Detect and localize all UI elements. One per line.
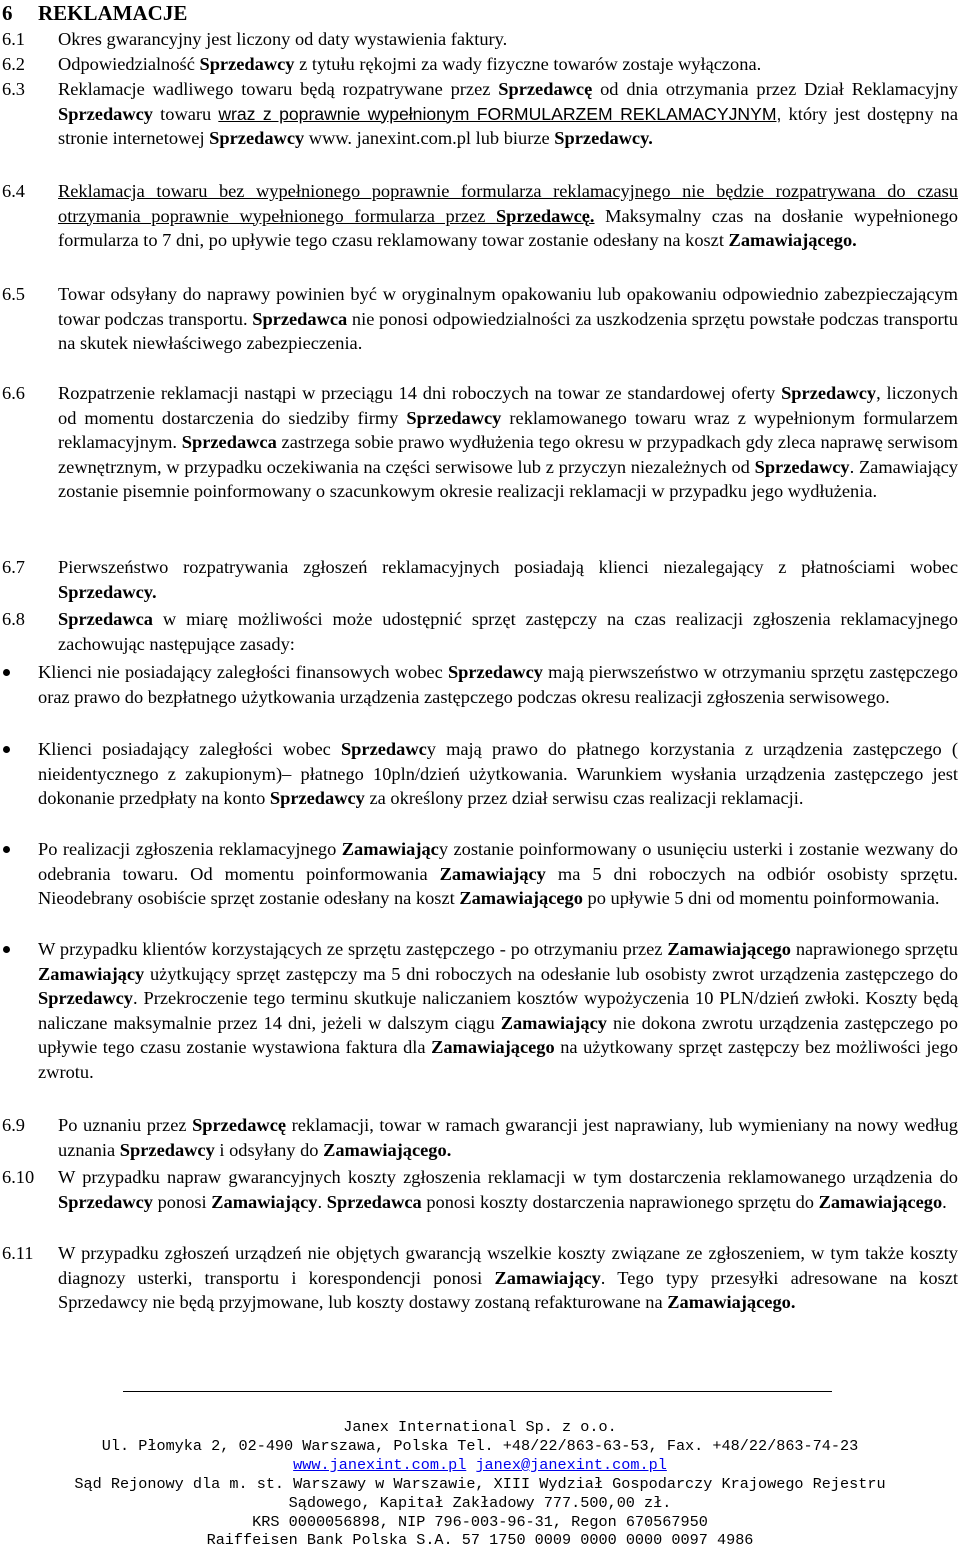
clause-number: 6.9 [2, 1115, 25, 1135]
list-item [0, 937, 958, 1085]
clause-text: W przypadku zgłoszeń urządzeń nie objętych gwarancją wszelkie koszty związane ze zgłoszeniem, w tym także koszty diagnozy usterki, transportu i korespondencji ponosi Zamawiający. Tego typy przesyłki adresowane na koszt Sprzedawcy nie będą przyjmowane, lub koszty dostawy zostaną refakturowane na Zamawiającego. [58, 1243, 959, 1313]
clause-number: 6.1 [2, 29, 25, 49]
clause-number: 6.2 [2, 54, 25, 74]
footer-registry: KRS 0000056898, NIP 796-003-96-31, Regon 670567950 [252, 1513, 708, 1531]
clause-number: 6.11 [2, 1243, 34, 1263]
clause-number: 6.8 [2, 609, 25, 629]
footer-bank: Raiffeisen Bank Polska S.A. 57 1750 0009 0000 0000 0097 4986 [206, 1531, 754, 1549]
clause-text: Reklamacje wadliwego towaru będą rozpatrywane przez Sprzedawcę od dnia otrzymania przez Dział Reklamacyjny Sprzedawcy towaru wraz z poprawnie wypełnionym FORMULARZEM REKLAMACYJNYM, który jest dostępny na stronie internetowej Sprzedawcy www. janexint.com.pl lub biurze Sprzedawcy. [58, 79, 958, 149]
clause-text: Pierwszeństwo rozpatrywania zgłoszeń reklamacyjnych posiadają klienci niezalegający z płatnościami wobec Sprzedawcy. [58, 557, 958, 602]
footer-company: Janex International Sp. z o.o. [343, 1418, 617, 1436]
section-heading [2, 0, 187, 26]
list-item [0, 737, 958, 811]
clause-6-11 [0, 1241, 958, 1315]
clause-text: Rozpatrzenie reklamacji nastąpi w przeciągu 14 dni roboczych na towar ze standardowej oferty Sprzedawcy, liczonych od momentu dostarczenia do siedziby firmy Sprzedawcy reklamowanego towaru wraz z wypełnionym formularzem reklamacyjnym. Sprzedawca zastrzega sobie prawo wydłużenia tego okresu w przypadkach gdy zleca naprawę serwisom zewnętrznym, w przypadku oczekiwania na części serwisowe lub z przyczyn niezależnych od Sprzedawcy. Zamawiający zostanie pisemnie poinformowany o szacunkowym okresie realizacji reklamacji w przypadku jego wydłużenia. [58, 383, 958, 502]
clause-6-7 [0, 555, 958, 604]
clause-text: Sprzedawca w miarę możliwości może udostępnić sprzęt zastępczy na czas realizacji zgłoszenia reklamacyjnego zachowując następujące zasady: [58, 609, 958, 654]
clause-6-2 [0, 52, 958, 77]
clause-number: 6.3 [2, 79, 25, 99]
clause-text: Towar odsyłany do naprawy powinien być w oryginalnym opakowaniu lub opakowaniu odpowiednio zabezpieczającym towar podczas transportu. Sprzedawca nie ponosi odpowiedzialności za uszkodzenia sprzętu powstałe podczas transportu na skutek niewłaściwego zabezpieczenia. [58, 284, 958, 354]
email-link[interactable]: janex@janexint.com.pl [475, 1456, 667, 1474]
clause-6-10 [0, 1165, 958, 1214]
footer-court-line-1: Sąd Rejonowy dla m. st. Warszawy w Warszawie, XIII Wydział Gospodarczy Krajowego Rejestru [74, 1475, 886, 1493]
clause-number: 6.4 [2, 181, 25, 201]
clause-6-4 [0, 179, 958, 253]
clause-6-6 [0, 381, 958, 504]
website-link[interactable]: www.janexint.com.pl [293, 1456, 467, 1474]
bullet-icon [0, 937, 38, 1085]
footer-address: Ul. Płomyka 2, 02-490 Warszawa, Polska Tel. +48/22/863-63-53, Fax. +48/22/863-74-23 [101, 1437, 859, 1455]
footer-court-line-2: Sądowego, Kapitał Zakładowy 777.500,00 zł. [288, 1494, 672, 1512]
clause-6-9 [0, 1113, 958, 1162]
section-number: 6 [2, 1, 13, 25]
clause-text: Odpowiedzialność Sprzedawcy z tytułu rękojmi za wady fizyczne towarów zostaje wyłączona. [58, 54, 762, 74]
list-item-text: Po realizacji zgłoszenia reklamacyjnego Zamawiający zostanie poinformowany o usunięciu usterki i zostanie wezwany do odebrania towaru. Od momentu poinformowania Zamawiający ma 5 dni roboczych na odbiór osobisty sprzętu. Nieodebrany osobiście sprzęt zostanie odesłany na koszt Zamawiającego po upływie 5 dni od momentu poinformowania. [38, 839, 958, 909]
bullet-icon [0, 837, 38, 911]
clause-6-1 [0, 27, 958, 52]
bullet-icon [0, 660, 38, 709]
clause-text: Reklamacja towaru bez wypełnionego poprawnie formularza reklamacyjnego nie będzie rozpatrywana do czasu otrzymania poprawnie wypełnionego formularza przez Sprzedawcę. Maksymalny czas na dosłanie wypełnionego formularza to 7 dni, po upływie tego czasu reklamowany towar zostanie odesłany na koszt Zamawiającego. [58, 181, 958, 251]
list-item-text: W przypadku klientów korzystających ze sprzętu zastępczego - po otrzymaniu przez Zamawiającego naprawionego sprzętu Zamawiający użytkujący sprzęt zastępczy ma 5 dni roboczych na odesłanie lub osobisty zwrot urządzenia zastępczego do Sprzedawcy. Przekroczenie tego terminu skutkuje naliczaniem kosztów wypożyczenia 10 PLN/dzień zwłoki. Koszty będą naliczane maksymalnie przez 14 dni, jeżeli w dalszym ciągu Zamawiający nie dokona zwrotu urządzenia zastępczego po upływie tego czasu zostanie wystawiona faktura dla Zamawiającego na użytkowany sprzęt zastępczy bez możliwości jego zwrotu. [38, 939, 958, 1082]
clause-6-3 [0, 77, 958, 151]
list-item [0, 837, 958, 911]
list-item-text: Klienci posiadający zaległości wobec Sprzedawcy mają prawo do płatnego korzystania z urządzenia zastępczego ( nieidentycznego z zakupionym)– płatnego 10pln/dzień użytkowania. Warunkiem wysłania urządzenia zastępczego jest dokonanie przedpłaty na konto Sprzedawcy za określony przez dział serwisu czas realizacji reklamacji. [38, 739, 958, 809]
bullet-icon [0, 737, 38, 811]
list-item [0, 660, 958, 709]
clause-text: Okres gwarancyjny jest liczony od daty wystawienia faktury. [58, 29, 508, 49]
list-item-text: Klienci nie posiadający zaległości finansowych wobec Sprzedawcy mają pierwszeństwo w otrzymaniu sprzętu zastępczego oraz prawo do bezpłatnego użytkowania urządzenia zastępczego podczas okresu realizacji zgłoszenia serwisowego. [38, 662, 958, 707]
clause-6-5 [0, 282, 958, 356]
clause-text: Po uznaniu przez Sprzedawcę reklamacji, towar w ramach gwarancji jest naprawiany, lub wymieniany na nowy według uznania Sprzedawcy i odsyłany do Zamawiającego. [58, 1115, 958, 1160]
clause-6-8 [0, 607, 958, 656]
section-title: REKLAMACJE [38, 1, 188, 25]
clause-number: 6.7 [2, 557, 25, 577]
footer-contact [0, 1456, 960, 1475]
clause-number: 6.10 [2, 1167, 35, 1187]
clause-text: W przypadku napraw gwarancyjnych koszty zgłoszenia reklamacji w tym dostarczenia reklamowanego urządzenia do Sprzedawcy ponosi Zamawiający. Sprzedawca ponosi koszty dostarczenia naprawionego sprzętu do Zamawiającego. [58, 1167, 958, 1212]
footer-divider [123, 1391, 832, 1392]
clause-number: 6.6 [2, 383, 25, 403]
clause-number: 6.5 [2, 284, 25, 304]
